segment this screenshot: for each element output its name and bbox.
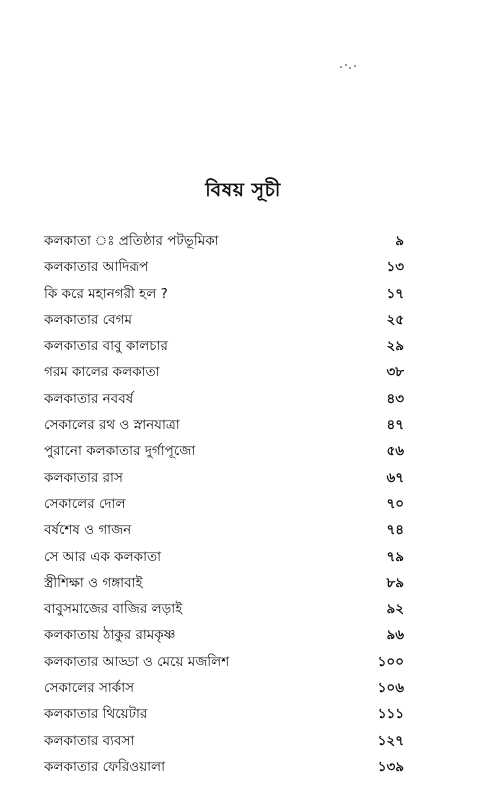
toc-page-number: ৪৩ [386, 390, 404, 407]
toc-entry-title: কলকাতার বাবু কালচার [44, 338, 168, 355]
toc-row [44, 728, 404, 754]
toc-row [44, 333, 404, 359]
toc-entry-title: কলকাতায় ঠাকুর রামকৃষ্ণ [44, 627, 176, 644]
toc-page-number: ১৭ [386, 285, 404, 302]
toc-row [44, 254, 404, 280]
toc-entry-title: বাবুসমাজের বাজির লড়াই [44, 601, 183, 618]
toc-page-number: ৮৯ [386, 574, 404, 591]
toc-entry-title: কলকাতার ফেরিওয়ালা [44, 758, 166, 775]
toc-entry-title: সেকালের দোল [44, 495, 126, 512]
toc-row [44, 596, 404, 622]
toc-entry-title: কলকাতা ঃ প্রতিষ্ঠার পটভূমিকা [44, 233, 219, 249]
toc-row [44, 491, 404, 517]
toc-entry-title: সে আর এক কলকাতা [44, 548, 162, 565]
toc-entry-title: পুরানো কলকাতার দুর্গাপূজো [44, 443, 196, 460]
toc-page-number: ১৩ [386, 259, 404, 276]
toc-page-number: ৩৮ [386, 364, 404, 381]
toc-page-number: ২৯ [386, 338, 404, 355]
toc-page-number: ১০০ [377, 653, 404, 670]
toc-row [44, 517, 404, 543]
toc-row [44, 622, 404, 648]
toc-entry-title: সেকালের রথ ও স্নানযাত্রা [44, 417, 180, 434]
toc-page-number: ৯ [395, 233, 404, 249]
toc-row [44, 649, 404, 675]
toc-row [44, 359, 404, 385]
toc-row [44, 438, 404, 464]
toc-heading: বিষয় সূচী [205, 179, 281, 201]
toc-row [44, 570, 404, 596]
toc-page-number: ১৩৯ [377, 758, 404, 775]
toc-list [44, 228, 404, 780]
toc-entry-title: স্ত্রীশিক্ষা ও গঙ্গাবাই [44, 574, 143, 591]
toc-row [44, 412, 404, 438]
toc-entry-title: কলকাতার বেগম [44, 311, 132, 328]
toc-row [44, 228, 404, 254]
toc-page-number: ৭৪ [386, 522, 404, 539]
toc-page-number: ৬৭ [386, 469, 404, 486]
toc-page-number: ১২৭ [377, 732, 404, 749]
toc-entry-title: কলকাতার নববর্ষ [44, 390, 134, 407]
toc-entry-title: কলকাতার আদিরূপ [44, 259, 149, 276]
toc-entry-title: কলকাতার থিয়েটার [44, 706, 148, 723]
toc-entry-title: সেকালের সার্কাস [44, 680, 135, 697]
toc-row [44, 307, 404, 333]
toc-page-number: ৪৭ [386, 417, 404, 434]
toc-row [44, 386, 404, 412]
toc-row [44, 701, 404, 727]
toc-entry-title: কলকাতার রাস [44, 469, 123, 486]
toc-page-number: ৭০ [386, 495, 404, 512]
toc-row [44, 754, 404, 780]
toc-entry-title: বর্ষশেষ ও গাজন [44, 522, 132, 539]
toc-page-number: ১১১ [377, 706, 404, 723]
toc-row [44, 465, 404, 491]
toc-page-number: ৯৬ [386, 627, 404, 644]
toc-entry-title: কলকাতার ব্যবসা [44, 732, 135, 749]
toc-row [44, 281, 404, 307]
toc-row [44, 675, 404, 701]
toc-page-number: ১০৬ [377, 680, 404, 697]
toc-page-number: ২৫ [386, 311, 404, 328]
toc-entry-title: গরম কালের কলকাতা [44, 364, 160, 381]
toc-entry-title: কলকাতার আড্ডা ও মেয়ে মজলিশ [44, 653, 230, 670]
toc-row [44, 544, 404, 570]
toc-page-number: ৯২ [386, 601, 404, 618]
toc-page-number: ৫৬ [386, 443, 404, 460]
print-speck [338, 62, 360, 72]
toc-page-number: ৭৯ [386, 548, 404, 565]
toc-entry-title: কি করে মহানগরী হল ? [44, 285, 168, 302]
